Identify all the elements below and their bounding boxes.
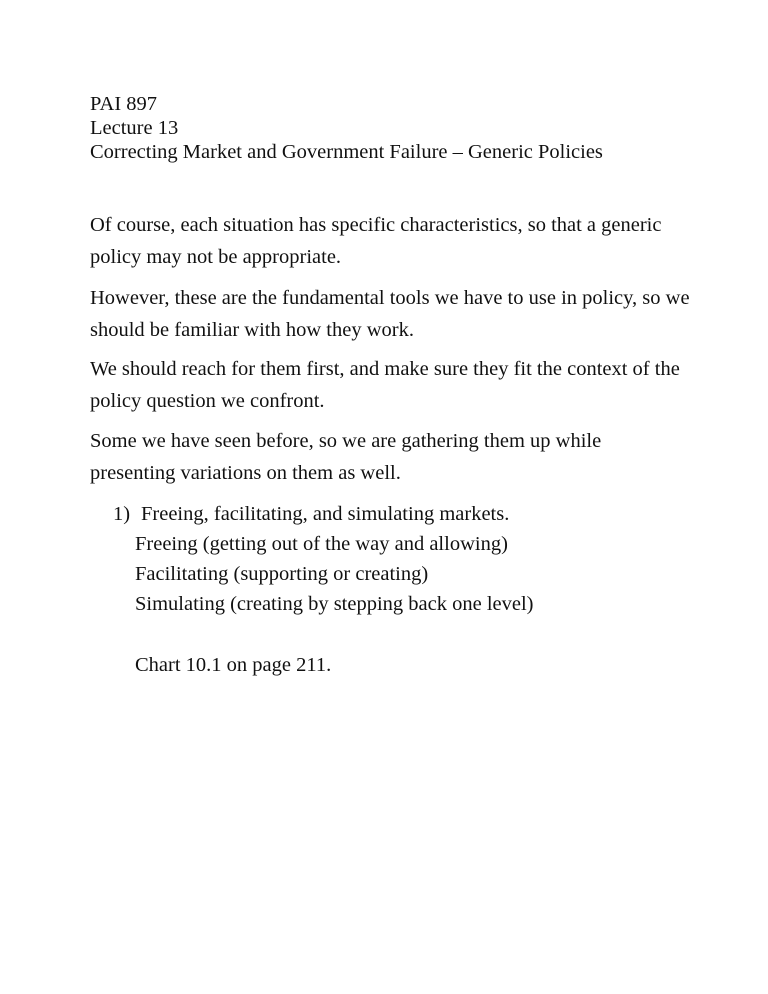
- sub-line-simulating: Simulating (creating by stepping back one level): [135, 593, 534, 615]
- lecture-title: Correcting Market and Government Failure – Generic Policies: [90, 141, 603, 163]
- numbered-list: [113, 499, 534, 619]
- paragraph-4: Some we have seen before, so we are gathering them up while presenting variations on them as well.: [90, 430, 602, 484]
- paragraph-3: We should reach for them first, and make sure they fit the context of the policy question we confront.: [90, 358, 680, 412]
- sub-line-facilitating: Facilitating (supporting or creating): [135, 563, 429, 585]
- document-header: [90, 92, 603, 164]
- chart-reference: Chart 10.1 on page 211.: [135, 654, 332, 676]
- list-item-number: 1): [113, 503, 131, 525]
- list-item: [113, 499, 534, 529]
- paragraph-2: However, these are the fundamental tools we have to use in policy, so we should be familiar with how they work.: [90, 287, 690, 341]
- sub-line-freeing: Freeing (getting out of the way and allowing): [135, 533, 508, 555]
- list-item-heading: Freeing, facilitating, and simulating markets.: [141, 503, 510, 525]
- paragraph-1: Of course, each situation has specific characteristics, so that a generic policy may not be appropriate.: [90, 214, 662, 268]
- course-code: PAI 897: [90, 93, 158, 115]
- lecture-number: Lecture 13: [90, 117, 179, 139]
